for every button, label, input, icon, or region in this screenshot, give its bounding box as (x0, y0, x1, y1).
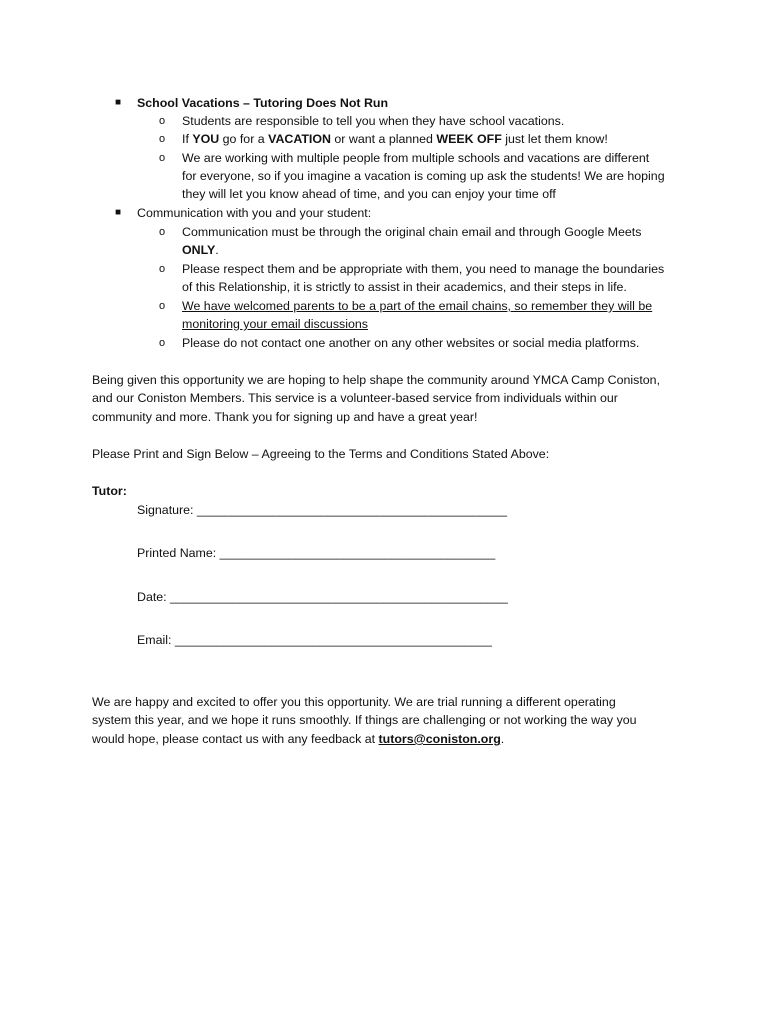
sub-bullet-icon: o (159, 226, 166, 238)
text: . (215, 243, 219, 257)
list-item-line (182, 241, 219, 260)
paragraph-line: Being given this opportunity we are hoping to help shape the community around YMCA Camp Coniston, (92, 373, 661, 387)
bullet-icon: ■ (115, 97, 122, 108)
text: would hope, please contact us with any feedback at (92, 732, 379, 746)
list-item-line: they will let you know ahead of time, and you can enjoy your time off (182, 187, 556, 201)
emphasis-you: YOU (192, 132, 220, 146)
sub-bullet-icon: o (159, 263, 166, 275)
sub-bullet-icon: o (159, 300, 166, 312)
paragraph-line: and our Coniston Members. This service is a volunteer-based service from individuals within our (92, 391, 618, 405)
section-heading-school-vacations (137, 94, 388, 113)
bullet-icon: ■ (115, 207, 122, 218)
text: go for a (219, 132, 269, 146)
printed-name-field[interactable]: Printed Name: ________________________________________ (137, 546, 496, 560)
paragraph-line: community and more. Thank you for signing up and have a great year! (92, 410, 478, 424)
text: If (182, 132, 193, 146)
list-item-line: We are working with multiple people from multiple schools and vacations are different (182, 151, 650, 165)
list-item-line: Communication must be through the original chain email and through Google Meets (182, 225, 642, 239)
sub-bullet-icon: o (159, 133, 166, 145)
list-item: Students are responsible to tell you when they have school vacations. (182, 114, 565, 128)
list-item-line: of this Relationship, it is strictly to assist in their academics, and their steps in life. (182, 280, 627, 294)
tutor-label (92, 482, 127, 501)
text: just let them know! (501, 132, 608, 146)
section-heading-communication: Communication with you and your student: (137, 206, 372, 220)
emphasis-week-off: WEEK OFF (436, 132, 502, 146)
list-item-line-underlined: We have welcomed parents to be a part of the email chains, so remember they will be (182, 299, 653, 313)
date-field[interactable]: Date: _________________________________________________ (137, 590, 508, 604)
closing-line (92, 730, 504, 749)
sub-bullet-icon: o (159, 152, 166, 164)
emphasis-vacation: VACATION (268, 132, 331, 146)
signature-field[interactable]: Signature: _____________________________________________ (137, 503, 508, 517)
text: or want a planned (330, 132, 437, 146)
list-item: Please do not contact one another on any other websites or social media platforms. (182, 336, 640, 350)
emphasis-only: ONLY (182, 243, 216, 257)
text: . (500, 732, 505, 746)
heading-text: School Vacations – Tutoring Does Not Run (137, 96, 389, 110)
list-item-line-underlined: monitoring your email discussions (182, 317, 368, 331)
sub-bullet-icon: o (159, 115, 166, 127)
email-field[interactable]: Email: ______________________________________________ (137, 633, 492, 647)
contact-email-link[interactable]: tutors@coniston.org (378, 732, 501, 746)
list-item (182, 130, 608, 149)
tutor-label-text: Tutor: (92, 484, 127, 498)
list-item-line: for everyone, so if you imagine a vacation is coming up ask the students! We are hoping (182, 169, 665, 183)
instruction-line: Please Print and Sign Below – Agreeing to the Terms and Conditions Stated Above: (92, 447, 550, 461)
closing-line: We are happy and excited to offer you this opportunity. We are trial running a different operating (92, 695, 616, 709)
list-item-line: Please respect them and be appropriate with them, you need to manage the boundaries (182, 262, 665, 276)
closing-line: system this year, and we hope it runs smoothly. If things are challenging or not working the way you (92, 713, 637, 727)
sub-bullet-icon: o (159, 337, 166, 349)
